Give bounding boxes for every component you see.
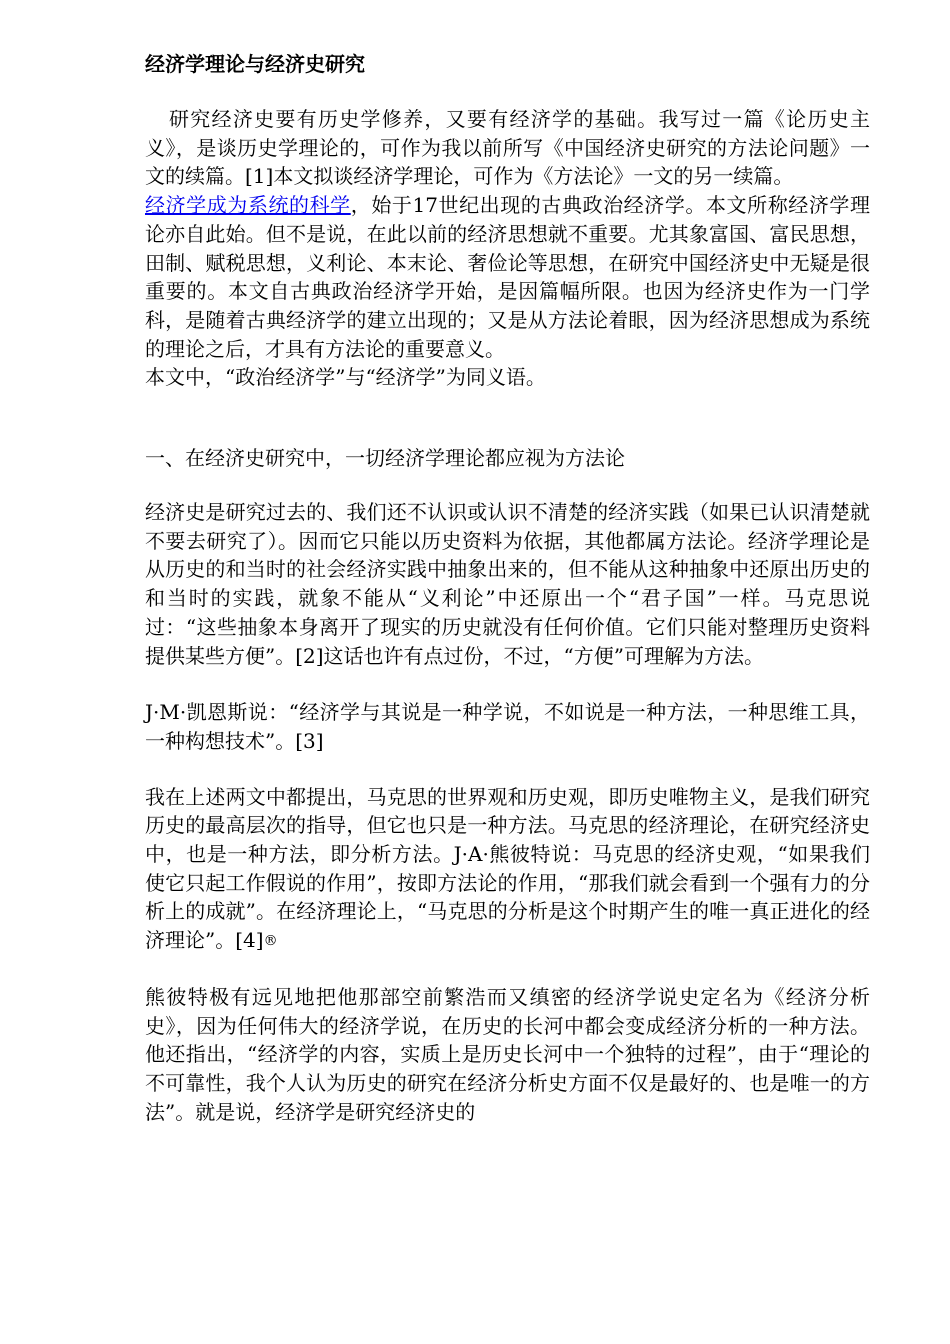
section-spacer <box>145 392 870 444</box>
section-1-paragraph-3-text: 我在上述两文中都提出，马克思的世界观和历史观，即历史唯物主义，是我们研究历史的最高层次的指导，但它也只是一种方法。马克思的经济理论，在研究经济史中，也是一种方法，即分析方法。J·A·熊彼特说：马克思的经济史观，“如果我们使它只起工作假说的作用”，按即方法论的作用，“那我们就会看到一个强有力的分析上的成就”。在经济理论上，“马克思的分析是这个时期产生的唯一真正进化的经济理论”。[4] <box>145 784 870 953</box>
document-page <box>145 50 870 1126</box>
section-1-paragraph-3 <box>145 783 870 956</box>
heading-spacer <box>145 472 870 498</box>
section-1-heading: 一、在经济史研究中，一切经济学理论都应视为方法论 <box>145 446 625 471</box>
registered-mark: ® <box>263 933 278 950</box>
paragraph-spacer <box>145 756 870 783</box>
paragraph-spacer <box>145 670 870 698</box>
paragraph-spacer <box>145 956 870 983</box>
intro-paragraph-2-text: ，始于17世纪出现的古典政治经济学。本文所称经济学理论亦自此始。但不是说，在此以前的经济思想就不重要。尤其象富国、富民思想，田制、赋税思想，义利论、本末论、奢俭论等思想，在研究中国经济史中无疑是很重要的。本文自古典政治经济学开始，是因篇幅所限。也因为经济史作为一门学科，是随着古典经济学的建立出现的；又是从方法论着眼，因为经济思想成为系统的理论之后，才具有方法论的重要意义。 <box>145 193 870 361</box>
system-science-link[interactable]: 经济学成为系统的科学 <box>145 193 351 218</box>
section-1-paragraph-2: J·M·凯恩斯说：“经济学与其说是一种学说，不如说是一种方法，一种思维工具，一种构想技术”。[3] <box>145 700 870 753</box>
document-title: 经济学理论与经济史研究 <box>145 52 365 76</box>
section-1-paragraph-4: 熊彼特极有远见地把他那部空前繁浩而又缜密的经济学说史定名为《经济分析史》，因为任何伟大的经济学说，在历史的长河中都会变成经济分析的一种方法。他还指出，“经济学的内容，实质上是历史长河中一个独特的过程”，由于“理论的不可靠性，我个人认为历史的研究在经济分析史方面不仅是最好的、也是唯一的方法”。就是说，经济学是研究经济史的 <box>145 984 870 1124</box>
intro-paragraph-3: 本文中，“政治经济学”与“经济学”为同义语。 <box>145 365 546 390</box>
intro-paragraph-1: 研究经济史要有历史学修养，又要有经济学的基础。我写过一篇《论历史主义》，是谈历史学理论的，可作为我以前所写《中国经济史研究的方法论问题》一文的续篇。[1]本文拟谈经济学理论，可作为《方法论》一文的另一续篇。 <box>145 107 870 189</box>
intro-paragraph-2 <box>145 191 870 363</box>
section-1-paragraph-1: 经济史是研究过去的、我们还不认识或认识不清楚的经济实践（如果已认识清楚就不要去研究了）。因而它只能以历史资料为依据，其他都属方法论。经济学理论是从历史的和当时的社会经济实践中抽象出来的，但不能从这种抽象中还原出历史的和当时的实践，就象不能从“义利论”中还原出一个“君子国”一样。马克思说过：“这些抽象本身离开了现实的历史就没有任何价值。它们只能对整理历史资料提供某些方便”。[2]这话也许有点过份，不过，“方便”可理解为方法。 <box>145 500 870 668</box>
